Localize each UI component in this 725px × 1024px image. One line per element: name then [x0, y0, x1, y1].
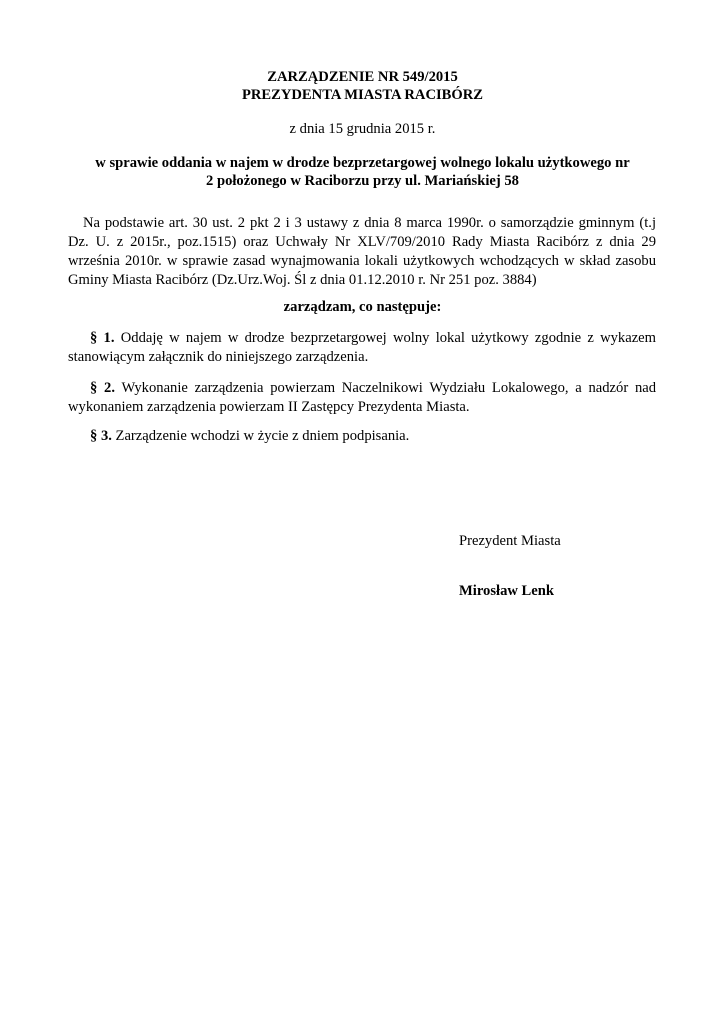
paragraph-3 — [68, 427, 656, 446]
paragraph-1 — [68, 329, 656, 367]
paragraph-text: Wykonanie zarządzenia powierzam Naczelnikowi Wydziału Lokalowego, a nadzór nad wykonaniem zarządzenia powierzam II Zastępcy Prezydenta Miasta. — [68, 380, 657, 415]
legal-basis: Na podstawie art. 30 ust. 2 pkt 2 i 3 ustawy z dnia 8 marca 1990r. o samorządzie gminnym (t.j Dz. U. z 2015r., poz.1515) oraz Uchwały Nr XLV/709/2010 Rady Miasta Racibórz z dnia 29 września 2010r. w sprawie zasad wynajmowania lokali użytkowych wchodzących w skład zasobu Gminy Miasta Racibórz (Dz.Urz.Woj. Śl z dnia 01.12.2010 r. Nr 251 poz. 3884) — [68, 215, 656, 288]
signature-name: Mirosław Lenk — [459, 583, 555, 599]
paragraph-number: § 2. — [90, 380, 115, 396]
signature-role: Prezydent Miasta — [459, 533, 561, 549]
paragraph-text: Zarządzenie wchodzi w życie z dniem podpisania. — [111, 428, 410, 444]
paragraph-text: Oddaję w najem w drodze bezprzetargowej wolny lokal użytkowy zgodnie z wykazem stanowiącym załącznik do niniejszego zarządzenia. — [68, 330, 657, 365]
paragraph-number: § 3. — [90, 428, 112, 444]
decree-line: zarządzam, co następuje: — [283, 299, 442, 315]
document-issuer: PREZYDENTA MIASTA RACIBÓRZ — [241, 87, 484, 103]
document-date: z dnia 15 grudnia 2015 r. — [289, 121, 436, 137]
document-title: ZARZĄDZENIE NR 549/2015 — [267, 69, 458, 85]
document-subject: w sprawie oddania w najem w drodze bezprzetargowej wolnego lokalu użytkowego nr 2 położonego w Raciborzu przy ul. Mariańskiej 58 — [95, 155, 630, 189]
paragraph-2 — [68, 379, 656, 417]
paragraph-number: § 1. — [90, 330, 115, 346]
